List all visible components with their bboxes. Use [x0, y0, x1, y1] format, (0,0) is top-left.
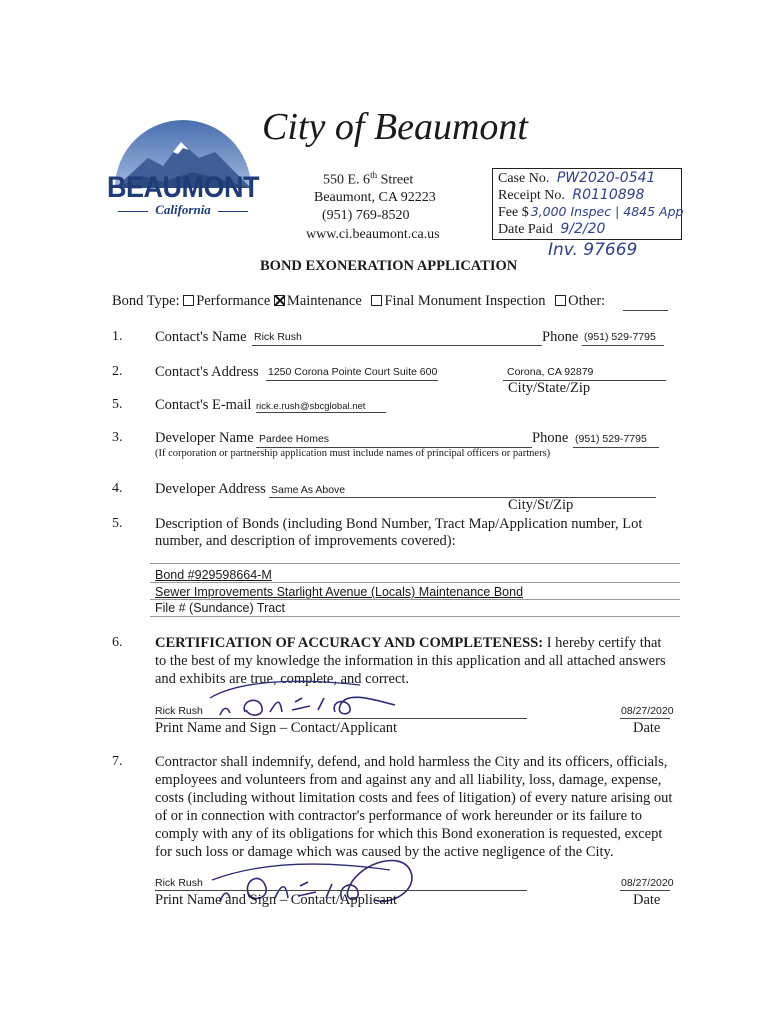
receipt-value: R0110898 — [572, 187, 645, 203]
item5a-number: 5. — [112, 397, 123, 412]
item6-date-label: Date — [633, 720, 661, 736]
developer-phone-value[interactable]: (951) 529-7795 — [575, 433, 647, 445]
item4-label: Developer Address — [155, 481, 266, 497]
item6-line1 — [155, 635, 661, 652]
case-label: Case No. — [498, 171, 550, 186]
contact-address-value[interactable]: 1250 Corona Pointe Court Suite 600 — [268, 366, 438, 378]
bond-type-other[interactable] — [555, 293, 605, 309]
bond-type-row — [112, 293, 605, 310]
other-checkbox[interactable] — [555, 295, 566, 306]
item6-print-name[interactable]: Rick Rush — [155, 705, 203, 717]
item6-line3: and exhibits are true, complete, and correct. — [155, 671, 410, 687]
bond-description-line[interactable]: Sewer Improvements Starlight Avenue (Locals) Maintenance Bond — [155, 585, 524, 599]
item7-line: Contractor shall indemnify, defend, and hold harmless the City and its officers, officials, — [155, 754, 668, 770]
item7-line: employees and volunteers from and against any and all liability, loss, damage, expense, — [155, 772, 662, 788]
address-street: Street — [377, 172, 414, 188]
bond-description-line[interactable]: Bond #929598664-M — [155, 568, 272, 582]
invoice-note: Inv. 97669 — [548, 240, 638, 260]
item7-line: comply with any of its obligations for which this Bond exoneration is requested, except — [155, 826, 663, 842]
contact-name-line — [252, 345, 542, 346]
city-phone: (951) 769-8520 — [322, 208, 410, 223]
item6-sign-line — [155, 718, 527, 719]
item6-line1-rest: I hereby certify that — [543, 635, 662, 651]
item6-number: 6. — [112, 635, 123, 650]
address-sup: th — [370, 170, 378, 180]
item7-line: costs (including without limitation costs and fees of litigation) of every nature arising out — [155, 790, 673, 806]
item7-line: for such loss or damage which was caused by the active negligence of the City. — [155, 844, 614, 860]
case-value: PW2020-0541 — [556, 170, 656, 186]
item4-number: 4. — [112, 481, 123, 496]
desc-line-3 — [150, 616, 680, 617]
developer-name-value[interactable]: Pardee Homes — [259, 433, 330, 445]
date-paid-row — [498, 221, 605, 238]
contact-city-value[interactable]: Corona, CA 92879 — [507, 366, 594, 378]
item7-sign-line — [155, 890, 527, 891]
logo-subtext-label: California — [155, 202, 211, 217]
final-monument-checkbox[interactable] — [371, 295, 382, 306]
item6-sign-label: Print Name and Sign – Contact/Applicant — [155, 720, 398, 736]
address-line2: Beaumont, CA 92223 — [314, 190, 436, 205]
item2-label: Contact's Address — [155, 364, 259, 380]
bond-description-line[interactable]: File # (Sundance) Tract — [155, 601, 285, 615]
item6-date-value[interactable]: 08/27/2020 — [621, 705, 674, 717]
item1-label: Contact's Name — [155, 329, 247, 345]
fee-row — [498, 204, 683, 221]
bond-type-performance[interactable] — [183, 293, 270, 309]
item3-phone-label: Phone — [532, 430, 569, 446]
item1-number: 1. — [112, 329, 123, 344]
receipt-label: Receipt No. — [498, 188, 565, 203]
city-website: www.ci.beaumont.ca.us — [306, 227, 440, 242]
item3-note: (If corporation or partnership application must include names of principal officers or partners) — [155, 448, 551, 459]
developer-phone-line — [573, 447, 659, 448]
item7-print-name[interactable]: Rick Rush — [155, 877, 203, 889]
bond-type-label: Bond Type: — [112, 293, 180, 309]
logo-subtext — [103, 202, 263, 218]
contact-name-value[interactable]: Rick Rush — [254, 331, 302, 343]
item7-date-value[interactable]: 08/27/2020 — [621, 877, 674, 889]
bond-type-final-monument[interactable] — [371, 293, 545, 309]
item5b-text-line2: number, and description of improvements covered): — [155, 533, 456, 549]
item6-line2: to the best of my knowledge the information in this application and all attached answers — [155, 653, 666, 669]
desc-line-1 — [150, 582, 680, 583]
item7-date-line — [620, 890, 670, 891]
item7-sign-label: Print Name and Sign – Contact/Applicant — [155, 892, 398, 908]
item1-phone-label: Phone — [542, 329, 579, 345]
contact-address-line — [266, 380, 438, 381]
case-number-row — [498, 170, 655, 187]
other-label: Other: — [568, 293, 606, 309]
desc-line-2 — [150, 599, 680, 600]
final-monument-label: Final Monument Inspection — [384, 293, 546, 309]
performance-checkbox[interactable] — [183, 295, 194, 306]
desc-line-0 — [150, 563, 680, 564]
item4-city-label: City/St/Zip — [508, 497, 574, 513]
contact-phone-value[interactable]: (951) 529-7795 — [584, 331, 656, 343]
signature-1 — [200, 660, 400, 720]
bond-type-maintenance[interactable] — [274, 293, 362, 309]
contact-phone-line — [582, 345, 664, 346]
item3-label: Developer Name — [155, 430, 254, 446]
item3-number: 3. — [112, 430, 123, 445]
form-heading: BOND EXONERATION APPLICATION — [260, 258, 518, 274]
maintenance-label: Maintenance — [286, 293, 362, 309]
item2-number: 2. — [112, 364, 123, 379]
maintenance-checkbox[interactable] — [274, 295, 285, 306]
item2-city-label: City/State/Zip — [508, 380, 591, 396]
item5a-label: Contact's E-mail — [155, 397, 252, 413]
certification-heading: CERTIFICATION OF ACCURACY AND COMPLETENESS: — [155, 635, 544, 651]
item7-number: 7. — [112, 754, 123, 769]
performance-label: Performance — [196, 293, 271, 309]
fee-label: Fee $ — [498, 205, 529, 220]
item6-date-line — [620, 718, 670, 719]
other-field-line[interactable] — [623, 310, 668, 311]
item5b-text-line1: Description of Bonds (including Bond Number, Tract Map/Application number, Lot — [155, 516, 643, 532]
date-paid-value: 9/2/20 — [560, 221, 606, 237]
logo-wordmark: BEAUMONT — [107, 170, 259, 204]
item5b-number: 5. — [112, 516, 123, 531]
item7-date-label: Date — [633, 892, 661, 908]
item7-line: of or in connection with contractor's performance of work hereunder or its failure to — [155, 808, 642, 824]
developer-address-value[interactable]: Same As Above — [271, 484, 346, 496]
date-paid-label: Date Paid — [498, 222, 553, 237]
fee-value: 3,000 Inspec | 4845 App — [530, 204, 684, 219]
contact-email-value[interactable]: rick.e.rush@sbcglobal.net — [256, 401, 366, 412]
receipt-row — [498, 187, 644, 204]
address-number: 550 E. 6 — [323, 172, 371, 188]
developer-address-line — [269, 497, 656, 498]
contact-email-line — [256, 412, 386, 413]
page-title: City of Beaumont — [262, 106, 528, 148]
address-line1 — [323, 170, 413, 189]
